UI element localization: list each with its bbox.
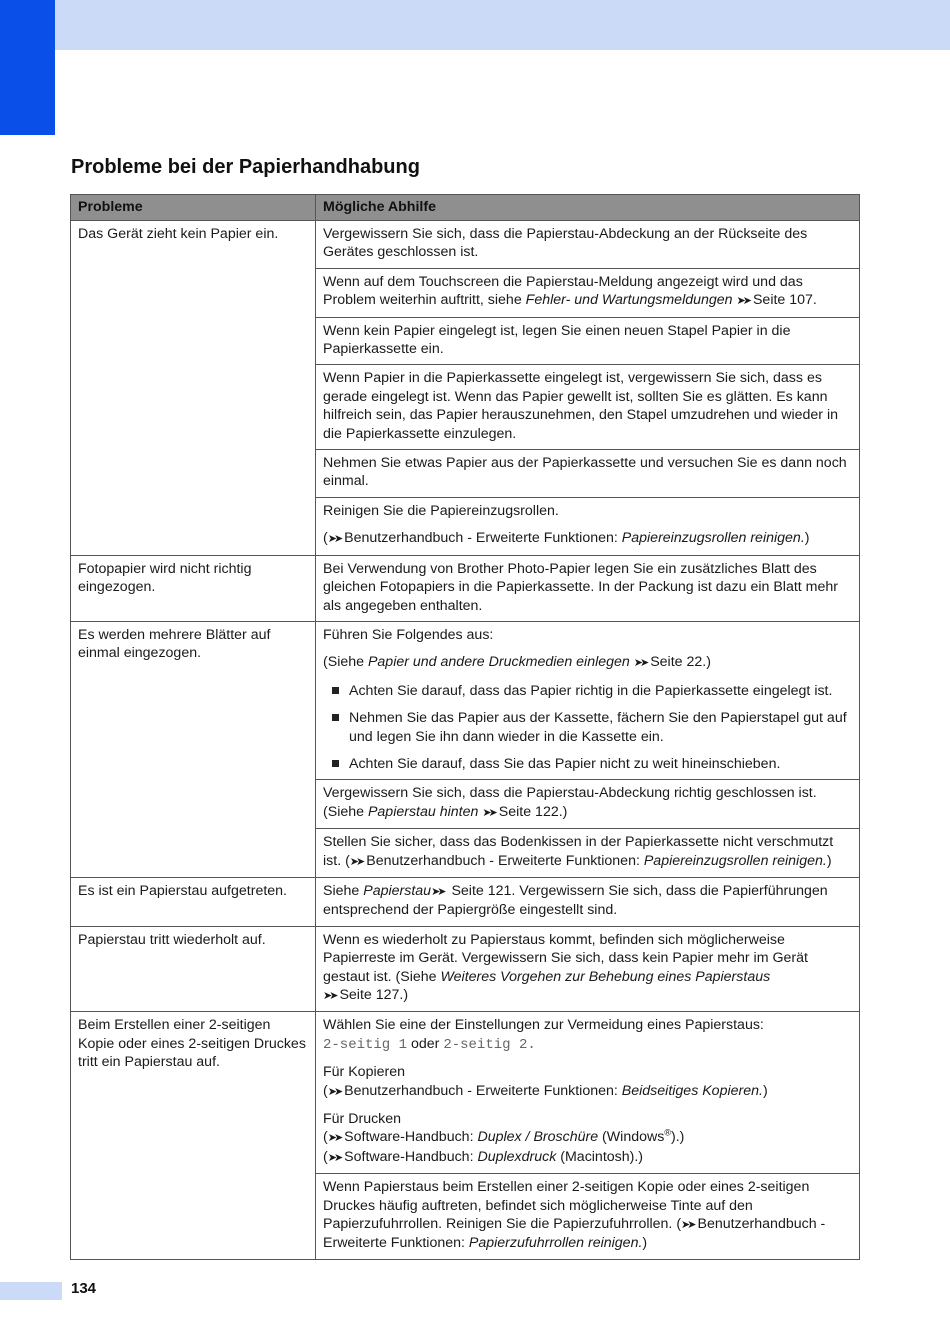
arrow-icon: ➤➤ — [327, 533, 341, 546]
arrow-icon: ➤➤ — [327, 1085, 341, 1098]
table-row — [71, 621, 860, 779]
arrow-icon: ➤➤ — [327, 1132, 341, 1145]
solution-text: Stellen Sie sicher, dass das Bodenkissen in der Papierkassette nicht verschmutzt ist. (➤➤ Benutzerhandbuch - Erweiterte Funktionen: Papiereinzugsrollen reinigen.) — [323, 834, 834, 869]
solution-text: Siehe Papierstau➤➤ Seite 121. Vergewissern Sie sich, dass die Papierführungen entsprechend der Papiergröße eingestellt sind. — [323, 882, 828, 919]
solution-text: Wenn auf dem Touchscreen die Papierstau-Meldung angezeigt wird und das Problem weiterhin auftritt, siehe Fehler- und Wartungsmeldungen ➤➤ Seite 107. — [323, 273, 817, 309]
cross-reference[interactable]: Papiereinzugsrollen reinigen. — [621, 530, 805, 547]
cross-reference[interactable]: Fehler- und Wartungsmeldungen — [525, 292, 733, 309]
cross-reference[interactable]: Duplexdruck — [477, 1148, 557, 1165]
square-bullet-icon — [332, 760, 339, 767]
solution-reference: (➤➤ Benutzerhandbuch - Erweiterte Funktionen: Papiereinzugsrollen reinigen.) — [323, 530, 810, 547]
solution-text: Wenn es wiederholt zu Papierstaus kommt, befinden sich möglicherweise Papierreste im Gerät. Vergewissern Sie sich, dass kein Papier mehr im Gerät gestaut ist. (Siehe Weiteres Vorgehen zur Behebung eines Papierstaus ➤➤ Seite 127.) — [323, 931, 808, 1003]
table-row — [71, 555, 860, 621]
solution-cell — [316, 877, 860, 926]
header-problems: Probleme — [71, 195, 316, 221]
cross-reference[interactable]: Papier und andere Druckmedien einlegen — [367, 654, 630, 671]
table-row — [71, 926, 860, 1012]
arrow-icon: ➤➤ — [327, 1151, 341, 1164]
solution-cell — [316, 1012, 860, 1174]
cross-reference[interactable]: Papiereinzugsrollen reinigen. — [643, 852, 827, 869]
solution-text: Wenn Papierstaus beim Erstellen einer 2-seitigen Kopie oder eines 2-seitigen Druckes häufig auftreten, befindet sich möglicherweise Tinte auf den Papierzufuhrrollen. Reinigen Sie die Papierzufuhrrollen. (➤➤ Benutzerhandbuch - Erweiterte Funktionen: Papierzufuhrrollen reinigen.) — [323, 1179, 826, 1252]
bullet-list — [323, 682, 852, 774]
arrow-icon: ➤➤ — [681, 1219, 694, 1232]
solution-text: Wählen Sie eine der Einstellungen zur Vermeidung eines Papierstaus: 2-seitig 1 oder 2-seitig 2. — [323, 1017, 764, 1053]
footer-bar — [0, 1282, 62, 1300]
cross-reference[interactable]: Papierstau hinten — [367, 803, 479, 820]
menu-option: 2-seitig 2 — [443, 1036, 528, 1053]
solution-text: Führen Sie Folgendes aus: — [323, 626, 494, 643]
troubleshooting-table — [70, 194, 860, 1260]
problem-cell: Es werden mehrere Blätter auf einmal eingezogen. — [71, 621, 316, 877]
page-number: 134 — [71, 1280, 97, 1297]
solution-cell — [316, 780, 860, 829]
solution-cell — [316, 365, 860, 450]
solution-reference: (Siehe Papier und andere Druckmedien einlegen ➤➤ Seite 22.) — [323, 654, 711, 671]
problem-cell: Beim Erstellen einer 2-seitigen Kopie oder eines 2-seitigen Druckes tritt ein Papierstau auf. — [71, 1012, 316, 1259]
solution-text: Für Drucken (➤➤ Software-Handbuch: Duplex / Broschüre (Windows®).) (➤➤ Software-Handbuch: Duplexdruck (Macintosh).) — [323, 1111, 685, 1165]
problem-cell: Fotopapier wird nicht richtig eingezogen. — [71, 555, 316, 621]
solution-cell — [316, 317, 860, 365]
solution-text: Wenn kein Papier eingelegt ist, legen Sie einen neuen Stapel Papier in die Papierkassette ein. — [323, 322, 791, 358]
cross-reference[interactable]: Papierstau — [363, 882, 432, 899]
problem-cell: Papierstau tritt wiederholt auf. — [71, 926, 316, 1012]
square-bullet-icon — [332, 687, 339, 694]
list-item: Nehmen Sie das Papier aus der Kassette, fächern Sie den Papierstapel gut auf und legen Sie ihn dann wieder in die Kassette ein. — [323, 709, 852, 746]
table-header-row — [71, 195, 860, 221]
menu-option: 2-seitig 1 — [323, 1036, 408, 1053]
solution-cell — [316, 926, 860, 1012]
solution-cell — [316, 268, 860, 317]
header-remedies: Mögliche Abhilfe — [316, 195, 860, 221]
problem-cell: Das Gerät zieht kein Papier ein. — [71, 221, 316, 556]
solution-cell — [316, 450, 860, 498]
solution-cell — [316, 555, 860, 621]
cross-reference[interactable]: Weiteres Vorgehen zur Behebung eines Papierstaus — [440, 968, 771, 985]
solution-cell — [316, 621, 860, 779]
arrow-icon: ➤➤ — [482, 806, 495, 819]
solution-cell — [316, 829, 860, 878]
list-item: Achten Sie darauf, dass Sie das Papier nicht zu weit hineinschieben. — [323, 755, 852, 773]
table-row — [71, 877, 860, 926]
section-title: Probleme bei der Papierhandhabung — [71, 156, 420, 178]
table-row — [71, 221, 860, 269]
cross-reference[interactable]: Beidseitiges Kopieren. — [621, 1082, 763, 1099]
arrow-icon: ➤➤ — [431, 885, 444, 898]
solution-text: Wenn Papier in die Papierkassette eingelegt ist, vergewissern Sie sich, dass es gerade eingelegt ist. Wenn das Papier gewellt ist, sollten Sie es glätten. Es kann hilfreich sein, das Papier herauszunehmen, den Stapel umzudrehen und wieder in die Papierkassette einzulegen. — [323, 370, 839, 442]
solution-cell — [316, 497, 860, 555]
arrow-icon: ➤➤ — [736, 295, 749, 308]
list-item: Achten Sie darauf, dass das Papier richtig in die Papierkassette eingelegt ist. — [323, 682, 852, 700]
problem-cell: Es ist ein Papierstau aufgetreten. — [71, 877, 316, 926]
solution-text: Reinigen Sie die Papiereinzugsrollen. — [323, 502, 559, 519]
solution-text: Nehmen Sie etwas Papier aus der Papierkassette und versuchen Sie es dann noch einmal. — [323, 455, 847, 490]
solution-text: Für Kopieren (➤➤ Benutzerhandbuch - Erweiterte Funktionen: Beidseitiges Kopieren.) — [323, 1064, 768, 1099]
chapter-tab — [0, 0, 55, 135]
cross-reference[interactable]: Duplex / Broschüre — [477, 1129, 599, 1146]
cross-reference[interactable]: Papierzufuhrrollen reinigen. — [468, 1235, 643, 1252]
arrow-icon: ➤➤ — [323, 990, 336, 1002]
solution-text: Vergewissern Sie sich, dass die Papierstau-Abdeckung an der Rückseite des Gerätes geschlossen ist. — [323, 226, 808, 261]
solution-cell — [316, 221, 860, 269]
solution-text: Bei Verwendung von Brother Photo-Papier legen Sie ein zusätzliches Blatt des gleichen Fotopapiers in die Papierkassette. In der Packung ist dazu ein Blatt mehr als angegeben enthalten. — [323, 560, 838, 614]
arrow-icon: ➤➤ — [349, 855, 363, 868]
arrow-icon: ➤➤ — [633, 657, 647, 670]
solution-cell — [316, 1174, 860, 1260]
square-bullet-icon — [332, 714, 339, 721]
table-row — [71, 1012, 860, 1174]
top-header-band — [0, 0, 950, 50]
solution-text: Vergewissern Sie sich, dass die Papierstau-Abdeckung richtig geschlossen ist. (Siehe Papierstau hinten ➤➤ Seite 122.) — [323, 785, 817, 820]
